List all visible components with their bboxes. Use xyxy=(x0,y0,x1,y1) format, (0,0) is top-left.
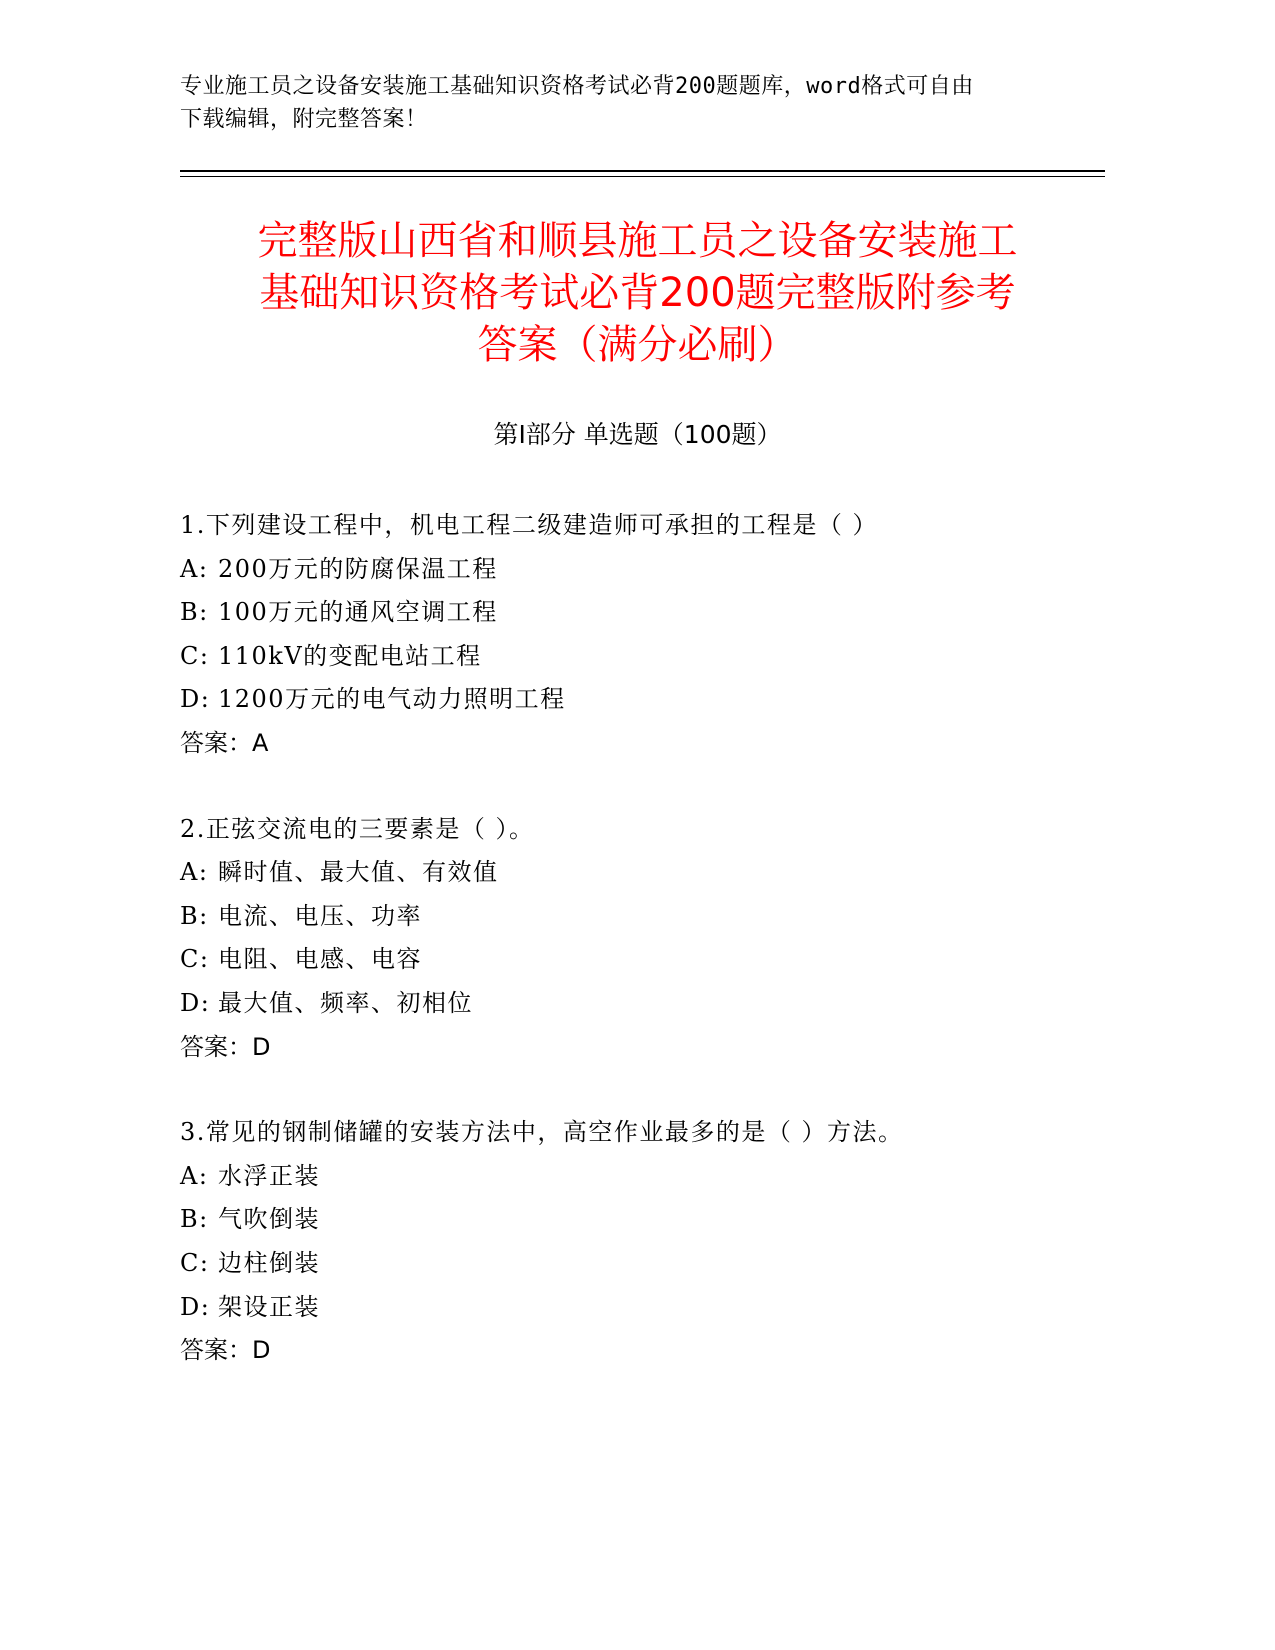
header-divider-thin xyxy=(180,176,1105,177)
option-letter: B: xyxy=(180,901,209,930)
header-note-line-1: 专业施工员之设备安装施工基础知识资格考试必背200题题库，word格式可自由 xyxy=(180,74,974,99)
option-d xyxy=(180,983,1080,1027)
option-c xyxy=(180,636,1080,680)
option-letter: B: xyxy=(180,1205,209,1234)
option-text: 边柱倒装 xyxy=(218,1248,320,1277)
option-text: 电流、电压、功率 xyxy=(218,901,422,930)
answer: 答案：D xyxy=(180,1336,271,1365)
document-title-line-2: 基础知识资格考试必背200题完整版附参考 xyxy=(259,270,1016,316)
question-3 xyxy=(180,1112,1080,1374)
option-b xyxy=(180,896,1080,940)
option-text: 100万元的通风空调工程 xyxy=(218,598,498,627)
option-c xyxy=(180,939,1080,983)
option-text: 电阻、电感、电容 xyxy=(218,945,422,974)
option-letter: C: xyxy=(180,1248,210,1277)
option-d xyxy=(180,679,1080,723)
question-list xyxy=(180,505,1080,1416)
option-letter: D: xyxy=(180,685,211,714)
option-text: 1200万元的电气动力照明工程 xyxy=(218,685,566,714)
option-letter: C: xyxy=(180,945,210,974)
option-text: 气吹倒装 xyxy=(218,1205,320,1234)
option-text: 瞬时值、最大值、有效值 xyxy=(218,858,499,887)
document-title xyxy=(150,215,1125,371)
option-a xyxy=(180,1156,1080,1200)
option-text: 最大值、频率、初相位 xyxy=(218,988,473,1017)
document-title-line-3: 答案（满分必刷） xyxy=(477,322,798,368)
option-text: 110kV的变配电站工程 xyxy=(218,641,482,670)
option-a xyxy=(180,549,1080,593)
option-c xyxy=(180,1243,1080,1287)
answer: 答案：A xyxy=(180,728,269,757)
header-divider-thick xyxy=(180,170,1105,172)
option-letter: A: xyxy=(180,1161,209,1190)
option-letter: B: xyxy=(180,598,209,627)
option-b xyxy=(180,1199,1080,1243)
question-stem: 3.常见的钢制储罐的安装方法中，高空作业最多的是（ ）方法。 xyxy=(180,1118,904,1147)
question-1 xyxy=(180,505,1080,767)
option-a xyxy=(180,852,1080,896)
option-text: 200万元的防腐保温工程 xyxy=(218,554,498,583)
option-b xyxy=(180,592,1080,636)
answer: 答案：D xyxy=(180,1032,271,1061)
document-title-line-1: 完整版山西省和顺县施工员之设备安装施工 xyxy=(257,218,1018,264)
option-letter: A: xyxy=(180,554,209,583)
header-note xyxy=(180,70,1060,136)
question-2 xyxy=(180,809,1080,1071)
header-note-line-2: 下载编辑，附完整答案！ xyxy=(180,107,428,132)
option-letter: A: xyxy=(180,858,209,887)
option-text: 水浮正装 xyxy=(218,1161,320,1190)
option-letter: D: xyxy=(180,1292,211,1321)
question-stem: 1.下列建设工程中，机电工程二级建造师可承担的工程是（ ） xyxy=(180,511,879,539)
question-stem: 2.正弦交流电的三要素是（ ）。 xyxy=(180,814,535,843)
option-letter: D: xyxy=(180,988,211,1017)
option-letter: C: xyxy=(180,641,210,670)
option-d xyxy=(180,1287,1080,1331)
section-heading: 第Ⅰ部分 单选题（100题） xyxy=(493,420,782,449)
option-text: 架设正装 xyxy=(218,1292,320,1321)
